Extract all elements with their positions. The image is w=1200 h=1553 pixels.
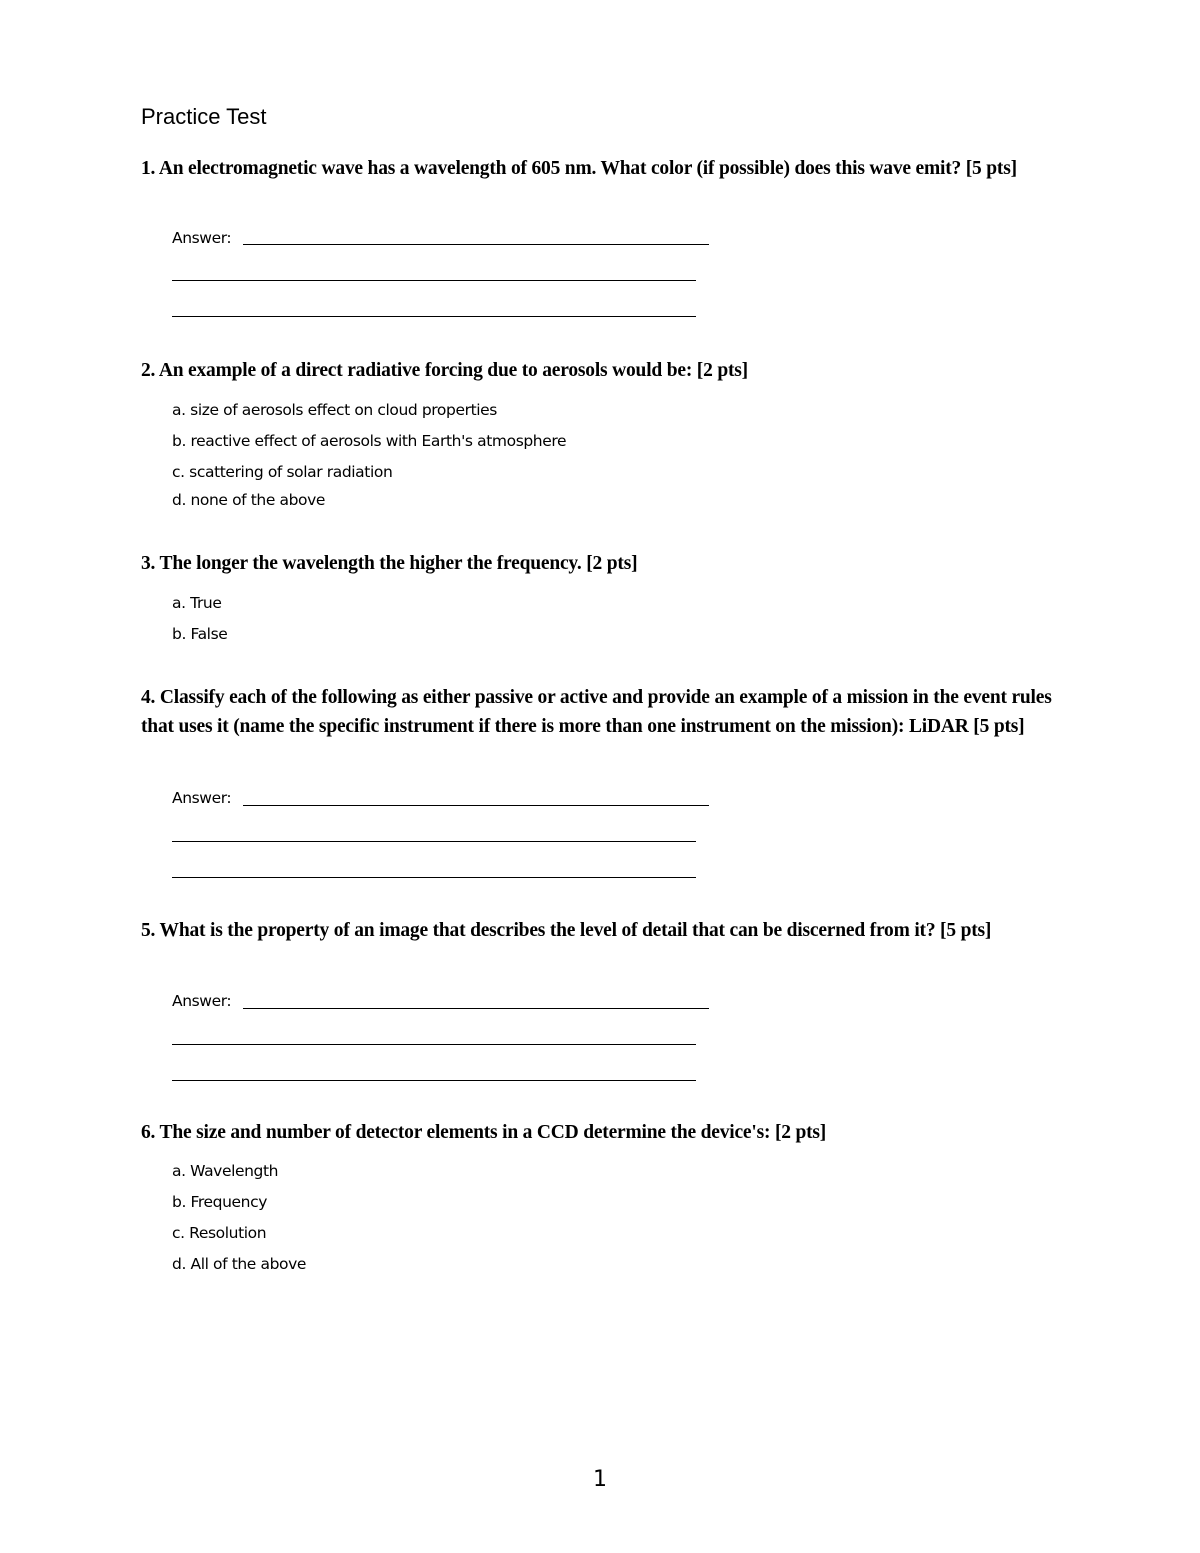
page-title: Practice Test <box>141 104 267 129</box>
question-3: 3. The longer the wavelength the higher the frequency. [2 pts] <box>141 553 638 574</box>
answer-line-1c[interactable] <box>172 316 696 317</box>
answer-line-1a[interactable] <box>243 244 709 245</box>
page-number: 1 <box>593 1467 607 1492</box>
answer-label-5: Answer: <box>172 992 232 1010</box>
answer-line-1b[interactable] <box>172 280 696 281</box>
answer-line-4a[interactable] <box>243 805 709 806</box>
option-6b[interactable]: b. Frequency <box>172 1193 267 1211</box>
option-2c[interactable]: c. scattering of solar radiation <box>172 463 393 481</box>
option-2a[interactable]: a. size of aerosols effect on cloud properties <box>172 401 497 419</box>
option-2b[interactable]: b. reactive effect of aerosols with Earth's atmosphere <box>172 432 567 450</box>
option-6a[interactable]: a. Wavelength <box>172 1162 279 1180</box>
question-1: 1. An electromagnetic wave has a wavelength of 605 nm. What color (if possible) does this wave emit? [5 pts] <box>141 158 1017 179</box>
answer-line-5c[interactable] <box>172 1080 696 1081</box>
option-3b[interactable]: b. False <box>172 625 228 643</box>
option-6c[interactable]: c. Resolution <box>172 1224 267 1242</box>
option-2d[interactable]: d. none of the above <box>172 491 326 509</box>
question-5: 5. What is the property of an image that describes the level of detail that can be discerned from it? [5 pts] <box>141 920 992 941</box>
answer-line-5a[interactable] <box>243 1008 709 1009</box>
answer-line-5b[interactable] <box>172 1044 696 1045</box>
option-6d[interactable]: d. All of the above <box>172 1255 306 1273</box>
answer-label-1: Answer: <box>172 229 232 247</box>
question-2: 2. An example of a direct radiative forcing due to aerosols would be: [2 pts] <box>141 360 748 381</box>
answer-line-4c[interactable] <box>172 877 696 878</box>
question-4: 4. Classify each of the following as either passive or active and provide an example of a mission in the event rules that uses it (name the specific instrument if there is more than one instrument on the mission): LiDAR [5 pts] <box>141 687 1052 737</box>
answer-label-4: Answer: <box>172 789 232 807</box>
question-6: 6. The size and number of detector elements in a CCD determine the device's: [2 pts] <box>141 1122 827 1143</box>
answer-line-4b[interactable] <box>172 841 696 842</box>
option-3a[interactable]: a. True <box>172 594 222 612</box>
